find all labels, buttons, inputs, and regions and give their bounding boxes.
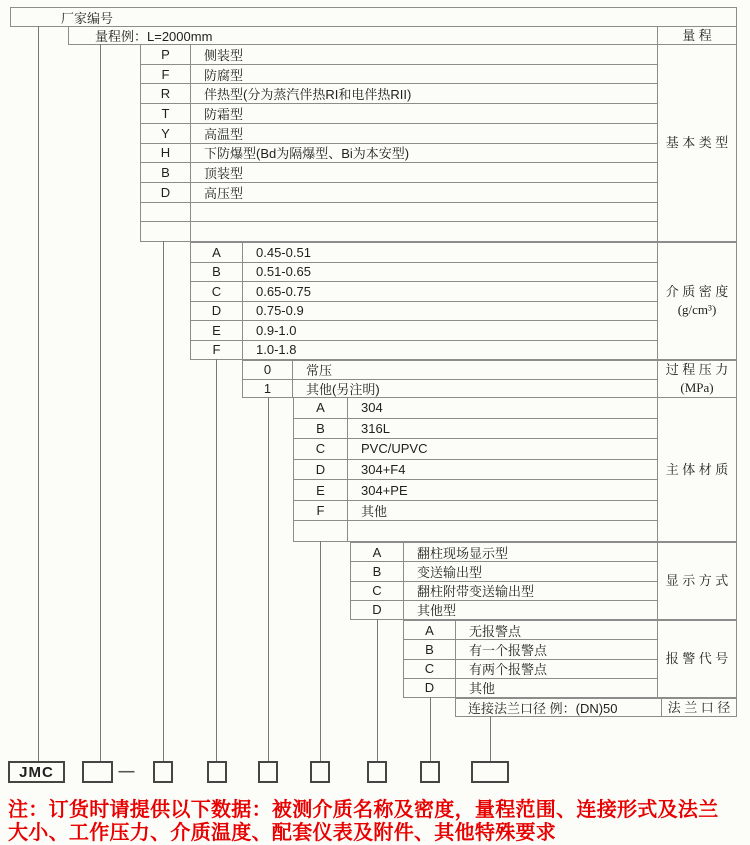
table-row: D 其他: [404, 678, 657, 697]
factory-code-label: 厂家编号: [61, 10, 114, 26]
table-row: H 下防爆型(Bd为隔爆型、Bi为本安型): [141, 143, 657, 163]
table-row: E 304+PE: [294, 479, 657, 500]
table-row-empty: [141, 221, 657, 241]
flange-section-label: 法兰口径: [661, 699, 736, 716]
table-row: C PVC/UPVC: [294, 438, 657, 459]
table-row: F 1.0-1.8: [191, 340, 657, 360]
table-row: C 0.65-0.75: [191, 281, 657, 301]
code-box-alarm: [420, 761, 440, 783]
material-table: [293, 397, 737, 542]
flange-desc: 连接法兰口径 例：(DN)50: [468, 701, 618, 716]
flange-row: [455, 698, 737, 717]
table-row: F 防腐型: [141, 64, 657, 84]
code-box-density: [207, 761, 227, 783]
table-row: R 伴热型(分为蒸汽伴热RI和电伴热RII): [141, 83, 657, 103]
leader-line-pressure: [268, 397, 269, 762]
code-box-flange: [471, 761, 509, 783]
leader-line-basic-type: [163, 241, 164, 762]
leader-line-factory: [38, 26, 39, 762]
material-section-label: 主体材质: [657, 398, 736, 541]
code-box-basic-type: [153, 761, 173, 783]
leader-line-alarm: [430, 697, 431, 762]
table-row: E 0.9-1.0: [191, 320, 657, 340]
code-box-range: [82, 761, 113, 783]
table-row: A 翻柱现场显示型: [351, 543, 657, 561]
leader-line-material: [320, 541, 321, 762]
basic-type-section-label: 基本类型: [657, 45, 736, 241]
table-row-empty: [141, 202, 657, 222]
table-row: Y 高温型: [141, 123, 657, 143]
alarm-section-label: 报警代号: [657, 621, 736, 697]
model-dash: —: [118, 763, 135, 780]
pressure-table: [242, 360, 737, 398]
density-section-label: 介质密度 (g/cm³): [657, 243, 736, 359]
table-row: B 变送输出型: [351, 561, 657, 580]
leader-line-range: [100, 44, 101, 762]
model-prefix-box: JMC: [8, 761, 65, 783]
table-row: D 0.75-0.9: [191, 301, 657, 321]
table-row: C 有两个报警点: [404, 659, 657, 678]
range-example: 量程例：L=2000mm: [95, 29, 213, 44]
table-row: F 其他: [294, 500, 657, 521]
table-row: C 翻柱附带变送输出型: [351, 581, 657, 600]
basic-type-table: [140, 44, 737, 242]
leader-line-display-mode: [377, 619, 378, 762]
alarm-table: [403, 620, 737, 698]
table-row: A 304: [294, 398, 657, 418]
table-row: B 316L: [294, 418, 657, 439]
table-row: D 304+F4: [294, 459, 657, 480]
code-box-display-mode: [367, 761, 387, 783]
table-row: D 其他型: [351, 600, 657, 619]
table-row: 1 其他(另注明): [243, 379, 657, 398]
table-row: D 高压型: [141, 182, 657, 202]
display-mode-section-label: 显示方式: [657, 543, 736, 619]
table-row: P 侧装型: [141, 45, 657, 64]
pressure-section-label: 过程压力 (MPa): [657, 361, 736, 397]
table-row: T 防霜型: [141, 103, 657, 123]
table-row: B 顶装型: [141, 162, 657, 182]
leader-line-flange: [490, 716, 491, 762]
table-row-empty: [294, 520, 657, 541]
code-box-pressure: [258, 761, 278, 783]
factory-code-row: [10, 7, 737, 27]
table-row: B 0.51-0.65: [191, 262, 657, 282]
table-row: 0 常压: [243, 361, 657, 379]
table-row: A 0.45-0.51: [191, 243, 657, 262]
range-section-label: 量程: [657, 27, 736, 44]
display-mode-table: [350, 542, 737, 620]
ordering-note-line-1: 注：订货时请提供以下数据：被测介质名称及密度，量程范围、连接形式及法兰: [8, 799, 719, 821]
ordering-note-line-2: 大小、工作压力、介质温度、配套仪表及附件、其他特殊要求: [8, 822, 557, 844]
range-row: [68, 26, 737, 45]
leader-line-density: [216, 359, 217, 762]
table-row: B 有一个报警点: [404, 639, 657, 658]
code-box-material: [310, 761, 330, 783]
table-row: A 无报警点: [404, 621, 657, 639]
density-table: [190, 242, 737, 360]
